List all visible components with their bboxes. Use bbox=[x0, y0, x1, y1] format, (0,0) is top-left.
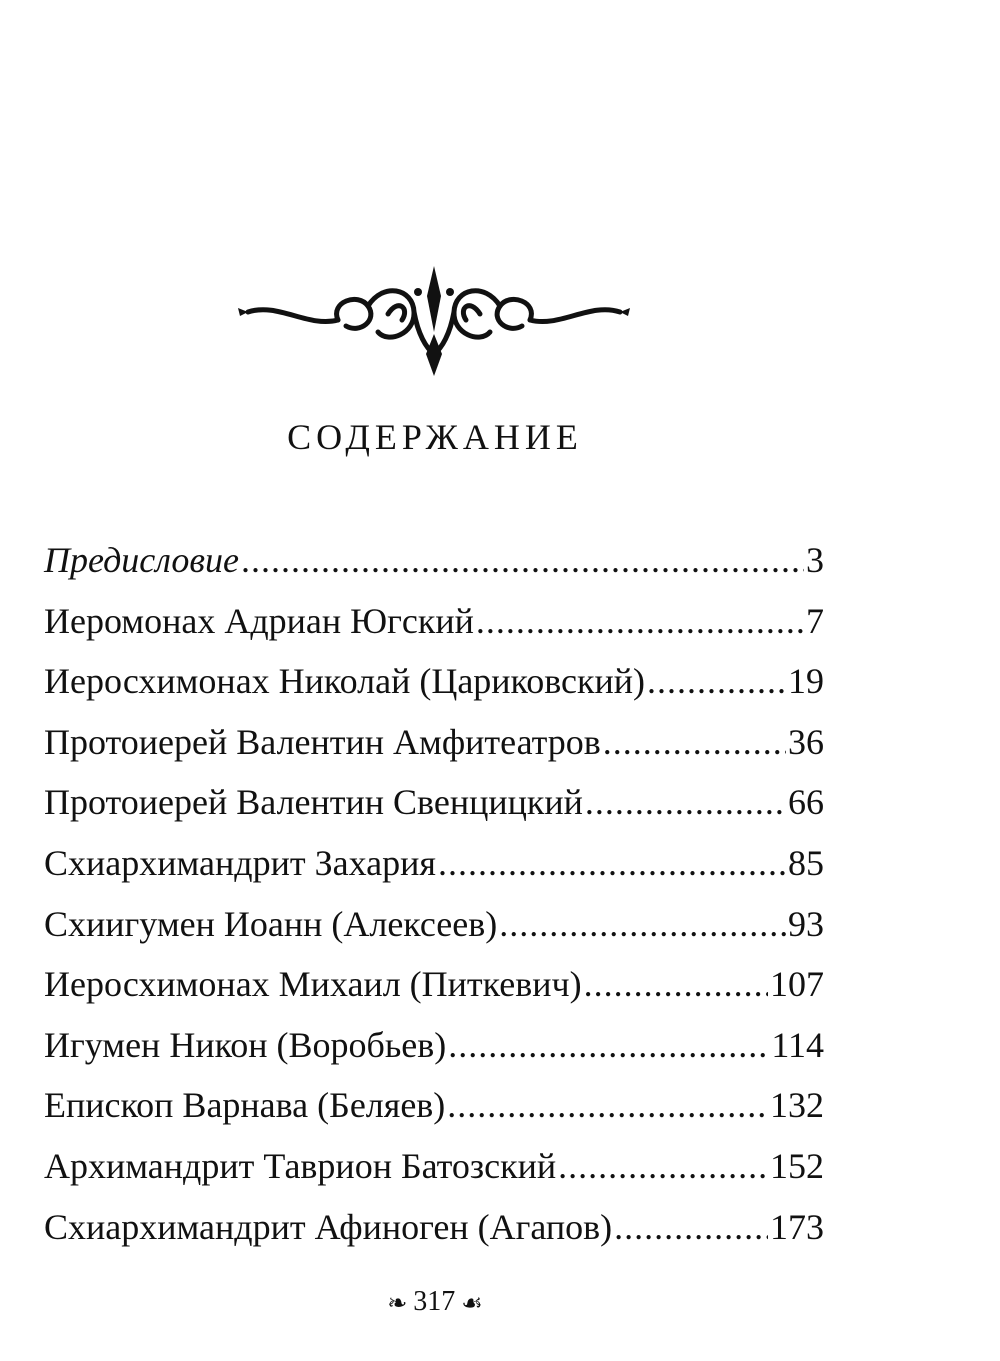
toc-entry-page: 85 bbox=[788, 842, 824, 883]
toc-entry[interactable] bbox=[44, 1136, 824, 1197]
leader-dots bbox=[584, 954, 768, 1014]
toc-entry-page: 36 bbox=[788, 721, 824, 762]
toc-entry-page: 152 bbox=[770, 1145, 824, 1186]
toc-entry[interactable] bbox=[44, 833, 824, 894]
toc-entry[interactable] bbox=[44, 772, 824, 833]
leader-dots bbox=[448, 1015, 769, 1075]
toc-entry-title: Предисловие bbox=[44, 540, 240, 580]
toc-entry[interactable] bbox=[44, 651, 824, 712]
toc-entry-page: 107 bbox=[770, 964, 824, 1005]
leader-dots bbox=[614, 1197, 768, 1257]
page-footer bbox=[0, 1282, 870, 1324]
toc-entry[interactable] bbox=[44, 1075, 824, 1136]
leader-dots bbox=[558, 1136, 768, 1196]
toc-entry-title: Архимандрит Таврион Батозский bbox=[44, 1145, 557, 1186]
leader-dots bbox=[241, 530, 804, 590]
page-number: 317 bbox=[413, 1286, 456, 1317]
toc-entry[interactable] bbox=[44, 530, 824, 591]
toc-entry[interactable] bbox=[44, 1015, 824, 1076]
leader-dots bbox=[499, 894, 786, 954]
toc-entry-page: 114 bbox=[771, 1024, 824, 1065]
toc-entry-page: 7 bbox=[806, 600, 824, 641]
toc-entry-title: Схиигумен Иоанн (Алексеев) bbox=[44, 903, 498, 944]
toc-entry-title: Схиархимандрит Афиноген (Агапов) bbox=[44, 1206, 613, 1247]
table-of-contents bbox=[44, 530, 824, 1257]
ornament-icon bbox=[238, 262, 630, 380]
leader-dots bbox=[585, 772, 786, 832]
toc-entry[interactable] bbox=[44, 591, 824, 652]
toc-entry-page: 19 bbox=[788, 661, 824, 702]
leader-dots bbox=[476, 591, 804, 651]
toc-entry-title: Иеросхимонах Михаил (Питкевич) bbox=[44, 964, 582, 1005]
leader-dots bbox=[603, 712, 786, 772]
toc-entry-title: Игумен Никон (Воробьев) bbox=[44, 1024, 447, 1065]
page-title: СОДЕРЖАНИЕ bbox=[287, 417, 583, 457]
toc-entry-title: Епископ Варнава (Беляев) bbox=[44, 1085, 446, 1126]
toc-entry[interactable] bbox=[44, 1197, 824, 1258]
left-flourish-icon: ❧ bbox=[387, 1290, 408, 1317]
toc-entry-title: Иеромонах Адриан Югский bbox=[44, 600, 474, 641]
toc-entry[interactable] bbox=[44, 954, 824, 1015]
toc-entry-title: Иеросхимонах Николай (Цариковский) bbox=[44, 661, 645, 702]
toc-entry-title: Протоиерей Валентин Свенцицкий bbox=[44, 782, 583, 823]
leader-dots bbox=[647, 651, 786, 711]
leader-dots bbox=[438, 833, 786, 893]
toc-entry-page: 93 bbox=[788, 903, 824, 944]
toc-entry-page: 173 bbox=[770, 1206, 824, 1247]
right-flourish-icon: ☙ bbox=[461, 1290, 483, 1317]
toc-entry-title: Схиархимандрит Захария bbox=[44, 842, 436, 883]
toc-entry-title: Протоиерей Валентин Амфитеатров bbox=[44, 721, 601, 762]
toc-entry-page: 3 bbox=[806, 540, 824, 580]
toc-entry[interactable] bbox=[44, 712, 824, 773]
toc-entry[interactable] bbox=[44, 894, 824, 955]
toc-entry-page: 66 bbox=[788, 782, 824, 823]
leader-dots bbox=[447, 1075, 768, 1135]
toc-entry-page: 132 bbox=[770, 1085, 824, 1126]
